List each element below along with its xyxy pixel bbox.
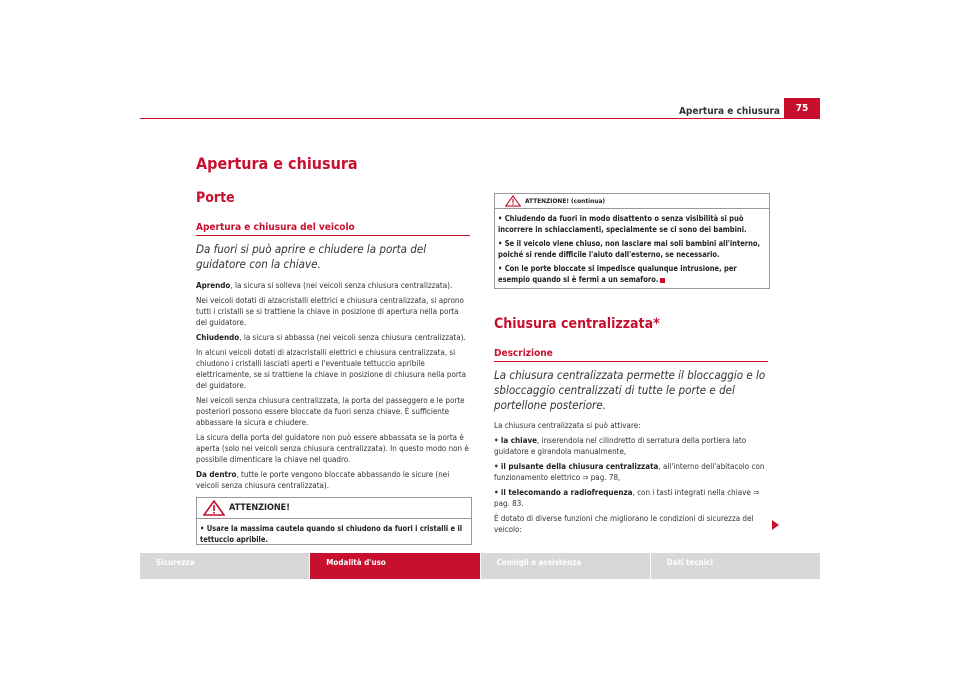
body-text-2 [494, 420, 768, 539]
bullet-la-chiave: , inserendola nel cilindretto di serratura della portiera lato guidatore e girandola manualmente, [494, 436, 747, 456]
bullet-pulsante: , all'interno dell'abitacolo con funzionamento elettrico ⇒ pag. 78, [494, 462, 765, 482]
subsection-title-descrizione: Descrizione [494, 348, 768, 362]
warning-body-2 [495, 209, 769, 292]
footer-tab-sicurezza[interactable]: Sicurezza [140, 553, 309, 579]
lead-text-1: Da fuori si può aprire e chiudere la porta del guidatore con la chiave. [196, 242, 427, 271]
para-6: La sicura della porta del guidatore non può essere abbassata se la porta è aperta (solo nei veicoli senza chiusura centralizzata). In questo modo non è possibile dimenticare la chiave nel quadro. [196, 433, 469, 464]
warning-box-1 [196, 497, 472, 545]
para-outro: È dotato di diverse funzioni che migliorano le condizioni di sicurezza del veicolo: [494, 514, 754, 534]
section-title-chiusura-centralizzata: Chiusura centralizzata* [494, 316, 660, 332]
continue-arrow-icon [772, 520, 779, 530]
bullet-telecomando: , con i tasti integrati nella chiave ⇒ pag. 83. [494, 488, 760, 508]
warning-triangle-icon [505, 195, 521, 207]
para-2: Nei veicoli dotati di alzacristalli elettrici e chiusura centralizzata, si aprono tutti i cristalli se si trattiene la chiave in posizione di apertura nella porta del guidatore. [196, 296, 464, 327]
para-4: In alcuni veicoli dotati di alzacristalli elettrici e chiusura centralizzata, si chiudono i cristalli lasciati aperti e l'eventuale tettuccio apribile elettricamente, se si trattiene la chiave in posizione di chiusura nella porta del guidatore. [196, 348, 467, 390]
body-text-1 [196, 280, 470, 495]
para-chiudendo: , la sicura si abbassa (nei veicoli senza chiusura centralizzata). [239, 333, 466, 342]
para-aprendo: , la sicura si solleva (nei veicoli senza chiusura centralizzata). [230, 281, 453, 290]
warning-triangle-icon [203, 500, 225, 516]
para-da-dentro: , tutte le porte vengono bloccate abbassando le sicure (nei veicoli senza chiusura centralizzata). [196, 470, 450, 490]
term-telecomando: il telecomando a radiofrequenza [500, 488, 633, 497]
subsection-title-apertura: Apertura e chiusura del veicolo [196, 222, 470, 236]
lead-text-2: La chiusura centralizzata permette il bloccaggio e lo sbloccaggio centralizzati di tutte le porte e del portellone posteriore. [494, 368, 766, 412]
bullet-icon: • [494, 436, 499, 445]
bullet-icon: • [200, 524, 205, 533]
warning-1-item-1: Usare la massima cautela quando si chiudono da fuori i cristalli e il tettuccio apribile. [200, 524, 463, 544]
footer-nav [140, 553, 820, 579]
footer-tab-modalita-uso[interactable]: Modalità d'uso [310, 553, 479, 579]
term-chiudendo: Chiudendo [196, 333, 240, 342]
bullet-icon: • [498, 264, 503, 273]
term-la-chiave: la chiave [500, 436, 538, 445]
para-intro: La chiusura centralizzata si può attivare: [494, 421, 641, 430]
warning-2-item-3: Con le porte bloccate si impedisce qualunque intrusione, per esempio quando si è fermi a un semaforo. [498, 264, 737, 284]
bullet-icon: • [494, 462, 499, 471]
footer-tab-dati-tecnici[interactable]: Dati tecnici [651, 553, 820, 579]
section-title-porte: Porte [196, 190, 235, 206]
footer-tab-consigli[interactable]: Consigli e assistenza [481, 553, 650, 579]
warning-title-2: ATTENZIONE! (continua) [525, 197, 606, 205]
bullet-icon: • [498, 214, 503, 223]
chapter-title: Apertura e chiusura [196, 154, 358, 173]
warning-2-item-2: Se il veicolo viene chiuso, non lasciare mai soli bambini all'interno, poiché si rende difficile l'aiuto dall'esterno, se necessario. [498, 239, 761, 259]
warning-body-1 [197, 519, 471, 552]
bullet-icon: • [498, 239, 503, 248]
term-pulsante: il pulsante della chiusura centralizzata [500, 462, 659, 471]
warning-header-1 [197, 498, 471, 519]
warning-header-2 [495, 194, 769, 209]
warning-box-2 [494, 193, 770, 289]
running-header-title: Apertura e chiusura [678, 106, 780, 117]
term-aprendo: Aprendo [196, 281, 231, 290]
warning-2-item-1: Chiudendo da fuori in modo disattento o senza visibilità si può incorrere in schiacciamenti, specialmente se ci sono dei bambini. [498, 214, 747, 234]
end-square-icon [660, 278, 665, 283]
header-rule [140, 118, 820, 119]
bullet-icon: • [494, 488, 499, 497]
term-da-dentro: Da dentro [196, 470, 237, 479]
warning-title-1: ATTENZIONE! [229, 503, 290, 513]
page-number: 75 [784, 98, 820, 118]
para-5: Nei veicoli senza chiusura centralizzata, la porta del passeggero e le porte posteriori possono essere bloccate da fuori senza chiave. È sufficiente abbassare la sicura e chiudere. [196, 396, 465, 427]
